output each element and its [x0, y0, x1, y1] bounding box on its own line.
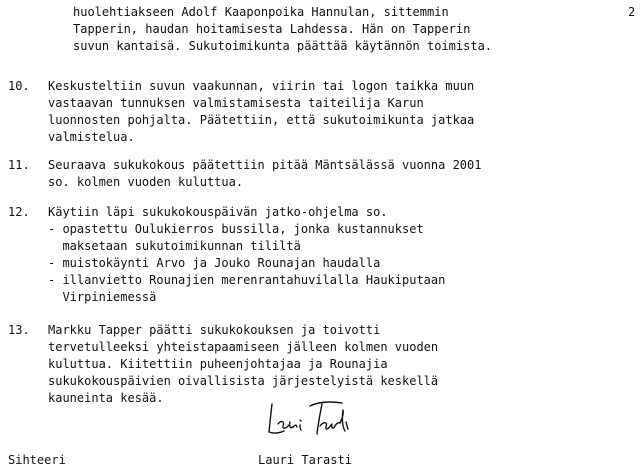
intro-line: huolehtiakseen Adolf Kaaponpoika Hannulan, sittemmin	[73, 5, 449, 19]
item-number: 11.	[8, 158, 30, 172]
item-line: maksetaan sukutoimikunnan tililtä	[48, 239, 301, 253]
item-line: Keskusteltiin suvun vaakunnan, viirin tai logon taikka muun	[48, 79, 475, 93]
item-line: sukukokouspäivien oivallisista järjestelyistä keskellä	[48, 374, 439, 388]
handwritten-signature	[262, 398, 350, 444]
item-line: so. kolmen vuoden kuluttua.	[48, 175, 244, 189]
intro-line: Tapperin, haudan hoitamisesta Lahdessa. Hän on Tapperin	[73, 22, 471, 36]
item-line: - illanvietto Rounajien merenrantahuvilalla Haukiputaan	[48, 273, 446, 287]
intro-line: suvun kantaisä. Sukutoimikunta päättää käytännön toimista.	[73, 39, 493, 53]
item-line: kauneinta kesää.	[48, 391, 164, 405]
item-line: - muistokäynti Arvo ja Jouko Rounajan haudalla	[48, 256, 381, 270]
item-number: 13.	[8, 323, 30, 337]
signature-title: Sihteeri	[8, 453, 66, 467]
item-line: tervetulleeksi yhteistapaamiseen jälleen kolmen vuoden	[48, 340, 439, 354]
item-number: 10.	[8, 79, 30, 93]
item-line: Virpiniemessä	[48, 290, 157, 304]
item-line: kuluttua. Kiitettiin puheenjohtajaa ja Rounajia	[48, 357, 388, 371]
item-line: Seuraava sukukokous päätettiin pitää Mäntsälässä vuonna 2001	[48, 158, 482, 172]
signature-name: Lauri Tarasti	[258, 453, 352, 467]
item-line: luonnosten pohjalta. Päätettiin, että sukutoimikunta jatkaa	[48, 113, 475, 127]
item-number: 12.	[8, 205, 30, 219]
page-number: 2	[628, 5, 636, 19]
item-line: vastaavan tunnuksen valmistamisesta taiteilija Karun	[48, 96, 424, 110]
item-line: Käytiin läpi sukukokouspäivän jatko-ohjelma so.	[48, 205, 388, 219]
item-line: valmistelua.	[48, 130, 135, 144]
item-line: Markku Tapper päätti sukukokouksen ja toivotti	[48, 323, 381, 337]
item-line: - opastettu Oulukierros bussilla, jonka kustannukset	[48, 222, 424, 236]
